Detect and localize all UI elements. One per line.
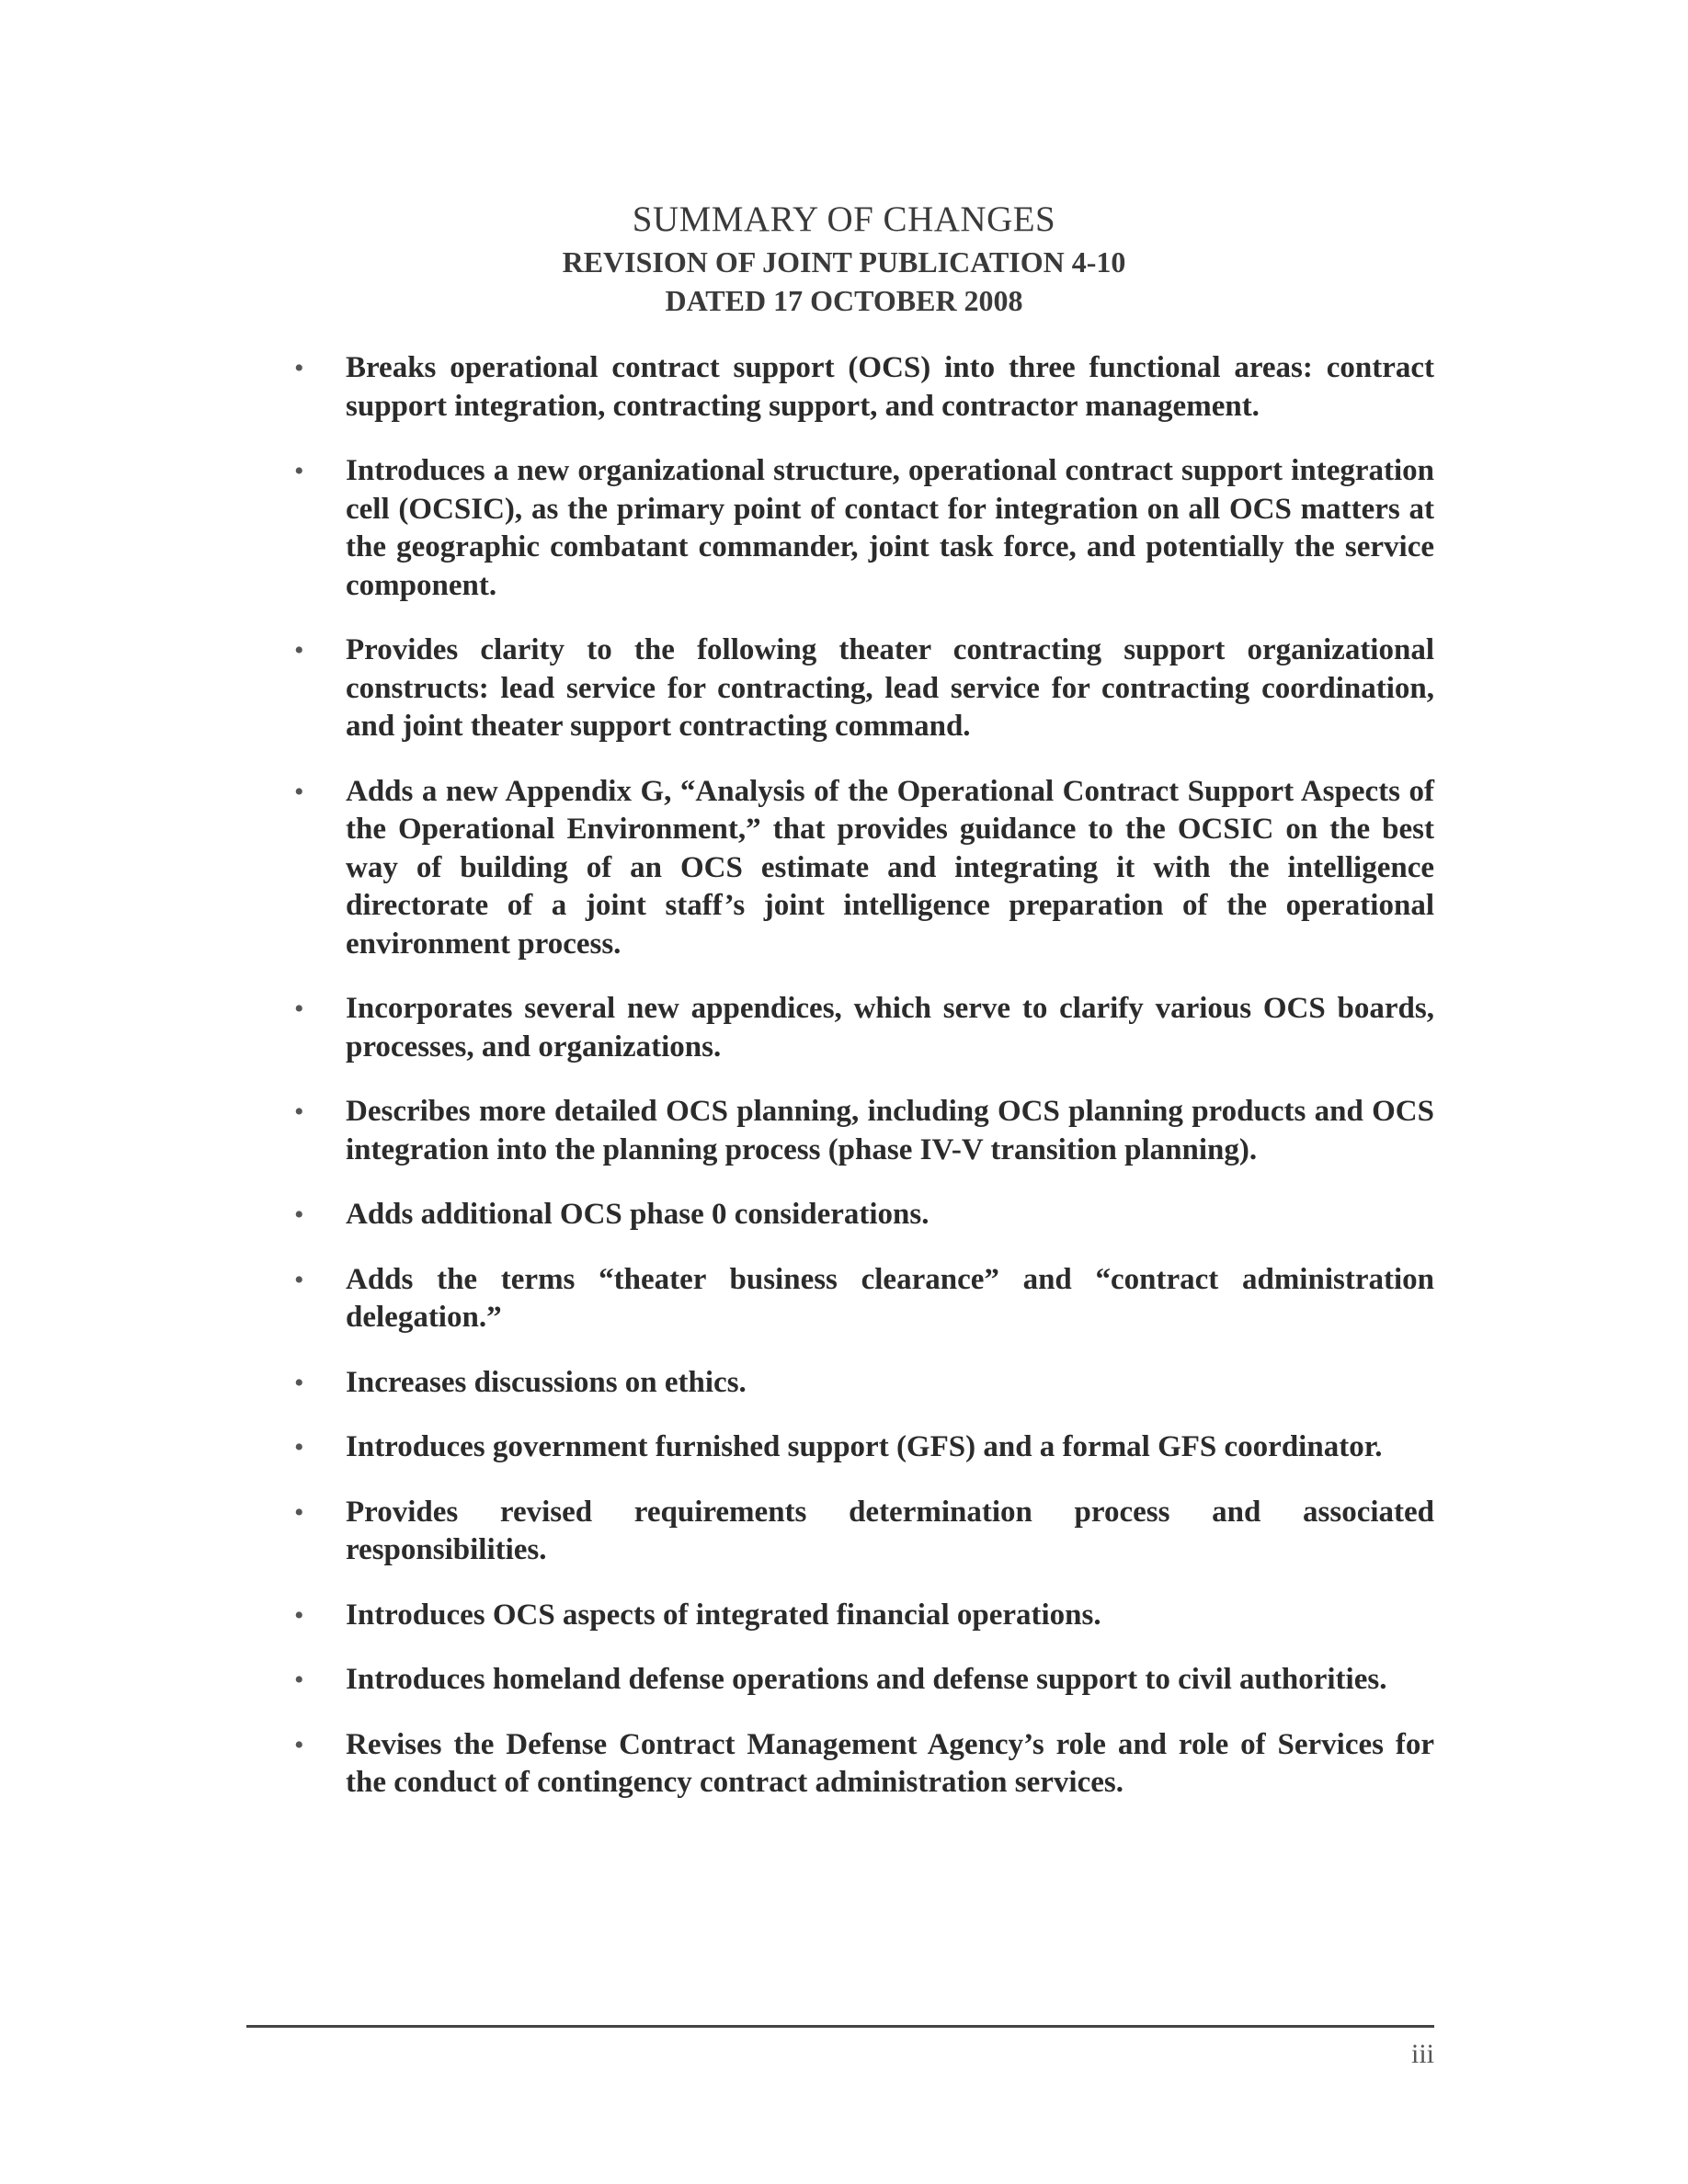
list-item-text: Adds a new Appendix G, “Analysis of the Operational Contract Support Aspects of the Operational Environment,” that provides guidance to the OCSIC on the best way of building of an OCS estimate and integrating it with the intelligence directorate of a joint staff’s joint intelligence preparation of the operational environment process. — [346, 774, 1434, 961]
list-item-text: Incorporates several new appendices, which serve to clarify various OCS boards, processes, and organizations. — [346, 992, 1434, 1064]
bullet-icon: • — [294, 994, 304, 1024]
list-item — [287, 1364, 1434, 1403]
bullet-icon: • — [294, 635, 304, 665]
bullet-icon: • — [294, 353, 304, 383]
list-item-text: Introduces government furnished support (GFS) and a formal GFS coordinator. — [346, 1430, 1383, 1463]
list-item-text: Provides revised requirements determination process and associated responsibilities. — [346, 1495, 1434, 1566]
list-item — [287, 1597, 1434, 1635]
list-item-text: Introduces homeland defense operations and defense support to civil authorities. — [346, 1663, 1387, 1696]
bullet-icon: • — [294, 1665, 304, 1695]
list-item-text: Increases discussions on ethics. — [346, 1365, 747, 1399]
bullet-icon: • — [294, 776, 304, 807]
bullet-icon: • — [294, 1264, 304, 1295]
list-item — [287, 631, 1434, 746]
date-line: DATED 17 OCTOBER 2008 — [665, 284, 1023, 317]
list-item — [287, 1196, 1434, 1234]
list-item — [287, 452, 1434, 605]
bullet-icon: • — [294, 1729, 304, 1760]
list-item — [287, 1093, 1434, 1169]
list-item-text: Breaks operational contract support (OCS) into three functional areas: contract support integration, contracting support, and contractor management. — [346, 351, 1434, 423]
bullet-icon: • — [294, 1432, 304, 1462]
list-item-text: Revises the Defense Contract Management Agency’s role and role of Services for the conduct of contingency contract administration services. — [346, 1727, 1434, 1799]
changes-list — [287, 349, 1434, 1829]
list-item-text: Describes more detailed OCS planning, including OCS planning products and OCS integration into the planning process (phase IV-V transition planning). — [346, 1095, 1434, 1166]
list-item-text: Introduces a new organizational structure, operational contract support integration cell (OCSIC), as the primary point of contact for integration on all OCS matters at the geographic combatant commander, joint task force, and potentially the service component. — [346, 454, 1434, 602]
bullet-icon: • — [294, 1367, 304, 1398]
list-item-text: Adds the terms “theater business clearance” and “contract administration delegation.” — [346, 1262, 1434, 1334]
bullet-icon: • — [294, 1496, 304, 1528]
bullet-icon: • — [294, 1097, 304, 1127]
footer-divider — [246, 2025, 1434, 2028]
bullet-icon: • — [294, 1599, 304, 1631]
page-number: iii — [1410, 2039, 1434, 2069]
bullet-icon: • — [294, 1200, 304, 1230]
summary-header — [0, 197, 1688, 320]
list-item — [287, 990, 1434, 1066]
list-item — [287, 1494, 1434, 1570]
list-item-text: Provides clarity to the following theater contracting support organizational constructs: lead service for contracting, lead service for contracting coordination, and joint theater support contracting command. — [346, 633, 1434, 743]
list-item — [287, 773, 1434, 964]
revision-line: REVISION OF JOINT PUBLICATION 4-10 — [562, 245, 1126, 279]
list-item-text: Adds additional OCS phase 0 considerations. — [346, 1198, 930, 1231]
bullet-icon: • — [294, 456, 304, 486]
list-item-text: Introduces OCS aspects of integrated financial operations. — [346, 1598, 1101, 1632]
list-item — [287, 1661, 1434, 1700]
list-item — [287, 1261, 1434, 1337]
list-item — [287, 1726, 1434, 1803]
list-item — [287, 1428, 1434, 1467]
list-item — [287, 349, 1434, 426]
page-title: SUMMARY OF CHANGES — [632, 199, 1056, 239]
